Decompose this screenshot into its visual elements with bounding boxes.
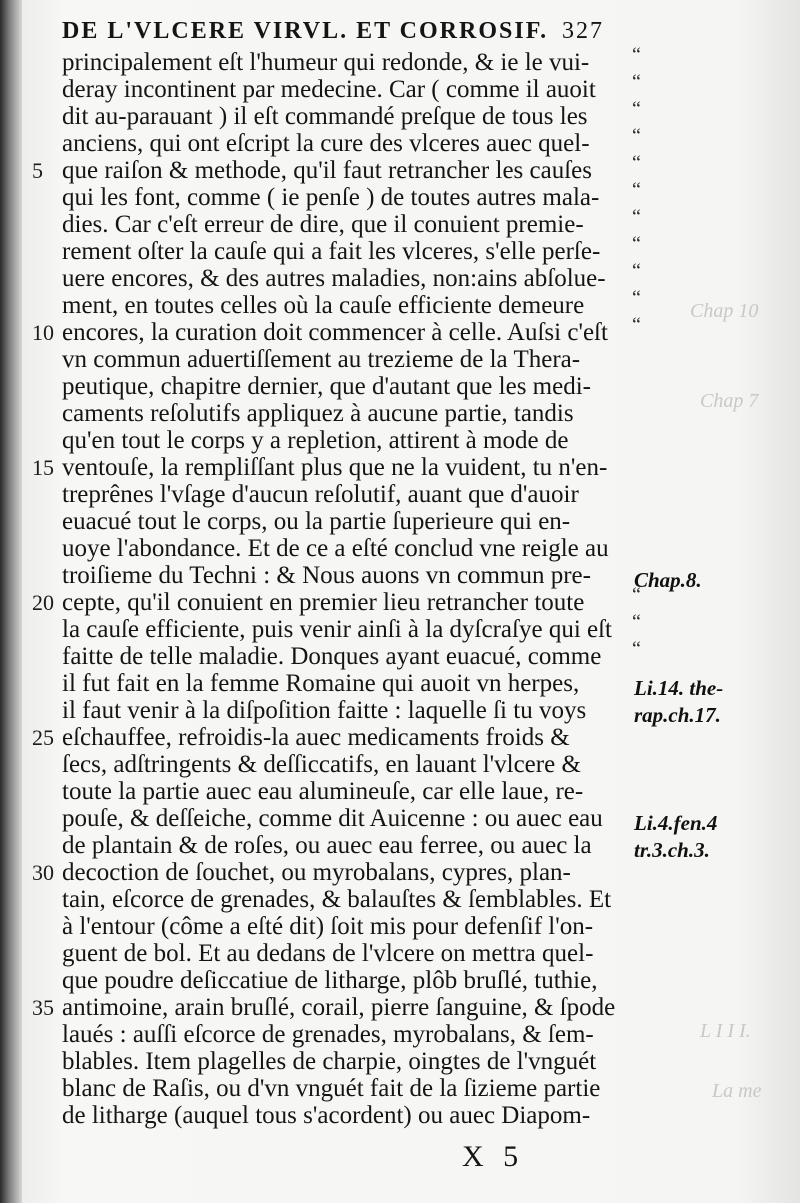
text-line: dies. Car c'eſt erreur de dire, que il conuient premie- “ [62, 206, 641, 238]
margin-note: rap.ch.17. [634, 703, 721, 727]
text-line: que poudre deſiccatiue de litharge, plôb bruſlé, tuthie, [62, 967, 598, 994]
margin-note: tr.3.ch.3. [634, 838, 710, 862]
text-line: pouſe, & deſſeiche, comme dit Auicenne : ou auec eau [62, 805, 603, 832]
text-line: qu'en tout le corps y a repletion, attirent à mode de [62, 427, 569, 454]
text-line: deray incontinent par medecine. Car ( comme il auoit “ [62, 71, 641, 103]
text-line: rement oſter la cauſe qui a fait les vlceres, s'elle perſe- “ [62, 233, 641, 265]
text-line: blanc de Raſis, ou d'vn vnguét fait de la ſizieme partie [62, 1075, 601, 1102]
text-line: euacué tout le corps, ou la partie ſuperieure qui en- [62, 508, 571, 535]
margin-note: Li.4.fen.4 [634, 811, 718, 835]
text-line: ment, en toutes celles où la cauſe efficiente demeure “ [62, 287, 641, 319]
text-line: à l'entour (côme a eſté dit) ſoit mis pour defenſif l'on- [62, 913, 594, 940]
page-number: 327 [562, 18, 604, 44]
text-line: uoye l'abondance. Et de ce a eſté conclud vne reigle au [62, 535, 609, 562]
text-line: il fut fait en la femme Romaine qui auoit vn herpes, [62, 670, 580, 697]
show-through-text: Chap 10 [690, 300, 759, 322]
text-line: toute la partie auec eau alumineuſe, car elle laue, re- [62, 778, 584, 805]
page-gutter-shadow [0, 0, 22, 1203]
margin-note: Li.14. the- [634, 676, 724, 700]
show-through-text: Chap 7 [700, 390, 759, 412]
text-line: 10 encores, la curation doit commencer à celle. Auſsi c'eſt “ [32, 314, 641, 346]
text-line: blables. Item plagelles de charpie, oingtes de l'vnguét [62, 1048, 597, 1075]
text-line: 20 cepte, qu'il conuient en premier lieu retrancher toute “ [32, 584, 641, 616]
text-line: caments reſolutifs appliquez à aucune partie, tandis [62, 400, 574, 427]
text-line: 30 decoction de ſouchet, ou myrobalans, cypres, plan- [32, 859, 571, 886]
text-line: principalement eſt l'humeur qui redonde, & ie le vui- “ [62, 44, 641, 76]
show-through-text: L I I I. [700, 1020, 751, 1042]
text-line: troiſieme du Techni : & Nous auons vn commun pre- [62, 562, 591, 589]
text-line: de litharge (auquel tous s'acordent) ou auec Diapom- [62, 1102, 591, 1129]
text-line: guent de bol. Et au dedans de l'vlcere on mettra quel- [62, 940, 594, 967]
text-line: tain, eſcorce de grenades, & balauſtes & ſemblables. Et [62, 886, 612, 913]
text-line: 15 ventouſe, la rempliſſant plus que ne la vuident, tu n'en- [32, 454, 608, 481]
text-line: treprênes l'vſage d'aucun reſolutif, auant que d'auoir [62, 481, 579, 508]
text-line: 35 antimoine, arain bruſlé, corail, pierre ſanguine, & ſpode [32, 994, 616, 1021]
text-line: la cauſe efficiente, puis venir ainſi à la dyſcraſye qui eſt “ [62, 611, 641, 643]
text-line: peutique, chapitre dernier, que d'autant que les medi- [62, 373, 591, 400]
text-line: 25 eſchauffee, refroidis-la auec medicaments froids & [32, 724, 570, 751]
text-line: 5 que raiſon & methode, qu'il faut retrancher les cauſes “ [32, 152, 641, 184]
text-line: ſecs, adſtringents & deſſiccatifs, en lauant l'vlcere & [62, 751, 581, 778]
margin-note: Chap.8. [634, 568, 702, 592]
show-through-text: La me [712, 1080, 762, 1102]
signature-mark: X 5 [462, 1140, 525, 1173]
text-line: il faut venir à la diſpoſition faitte : laquelle ſi tu voys [62, 697, 587, 724]
text-line: vn commun aduertiſſement au trezieme de la Thera- [62, 346, 581, 373]
running-title: DE L'VLCERE VIRVL. ET CORROSIF. [62, 18, 549, 44]
text-line: qui les font, comme ( ie penſe ) de toutes autres mala- “ [62, 179, 641, 211]
text-line: anciens, qui ont eſcript la cure des vlceres auec quel- “ [62, 125, 641, 157]
text-line: uere encores, & des autres maladies, non:ains abſolue- “ [62, 260, 641, 292]
text-line: de plantain & de roſes, ou auec eau ferree, ou auec la [62, 832, 592, 859]
text-line: faitte de telle maladie. Donques ayant euacué, comme “ [62, 638, 641, 670]
text-line: dit au-parauant ) il eſt commandé preſque de tous les “ [62, 98, 641, 130]
text-line: laués : auſſi eſcorce de grenades, myrobalans, & ſem- [62, 1021, 594, 1048]
